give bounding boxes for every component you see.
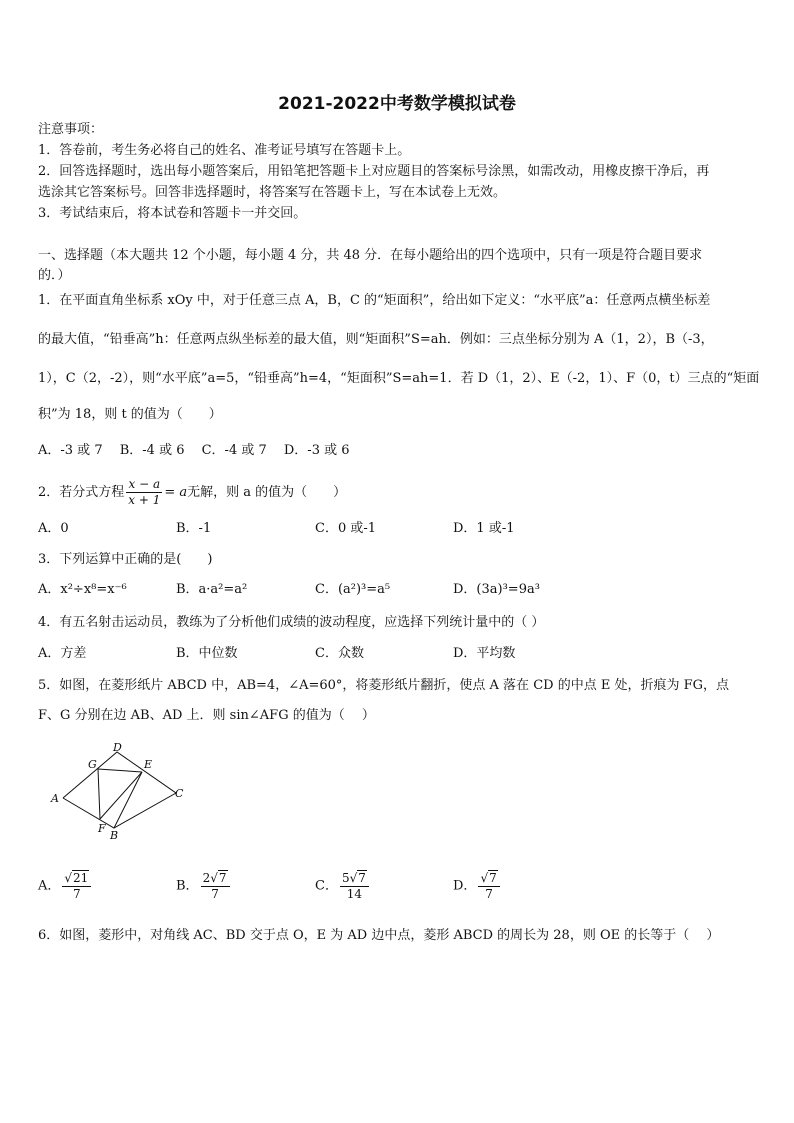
q2-eq: = a [164,485,188,500]
option-label: D． [453,878,477,894]
page-title: 2021-2022中考数学模拟试卷 [278,94,516,114]
q5-line: F、G 分别在边 AB、AD 上．则 sin∠AFG 的值为（ ） [38,708,375,723]
notes-heading: 注意事项： [38,122,104,137]
coefficient: 2 [202,871,211,885]
fold-line-fg [98,769,100,819]
label-d: D [113,741,122,754]
q1-line: 积”为 18，则 t 的值为（ ） [38,407,222,422]
q2-prefix: 2．若分式方程 [38,485,125,500]
q5-option-a: A． $\frac{√21}{7}$ [38,870,93,902]
label-b: B [110,829,119,842]
q2-option: D．1 或-1 [453,521,515,536]
q1-line: 的最大值，“铅垂高”h：任意两点纵坐标差的最大值，则“矩面积”S=ah．例如：三点坐标分别为 A（1，2），B（-3， [38,332,714,347]
label-g: G [88,758,97,771]
q1-line: 1．在平面直角坐标系 xOy 中，对于任意三点 A，B，C 的“矩面积”，给出如下定义：“水平底”a：任意两点横坐标差 [38,293,711,308]
label-f: F [98,822,106,835]
label-c: C [175,787,184,800]
q3-stem: 3．下列运算中正确的是( ) [38,552,213,567]
radicand: 21 [73,871,89,885]
option-label: B． [176,878,199,894]
segment-fe [100,772,142,819]
denominator: 7 [211,887,219,901]
q3-option: D．(3a)³=9a³ [453,582,540,597]
denominator: 7 [485,887,493,901]
radicand: 7 [489,871,497,885]
note-item: 选涂其它答案标号。回答非选择题时，将答案写在答题卡上，写在本试卷上无效。 [38,185,507,200]
q4-option: B．中位数 [176,646,238,661]
label-a: A [51,792,59,805]
section-heading-cont: 的．） [38,268,71,283]
option-label: C． [315,878,338,894]
rhombus-figure [48,740,198,845]
radicand: 7 [358,871,366,885]
denominator: 14 [346,887,363,901]
q4-option: C．众数 [315,646,364,661]
option-label: A． [38,878,61,894]
q2-option: B．-1 [176,521,212,536]
q4-stem: 4．有五名射击运动员，教练为了分析他们成绩的波动程度，应选择下列统计量中的（ ） [38,615,545,630]
q1-line: 1），C（2，-2），则“水平底”a=5，“铅垂高”h=4，“矩面积”S=ah=1．若 D（1，2）、E（-2，1）、F（0，t）三点的“矩面 [38,371,760,386]
q2-suffix: 无解，则 a 的值为（ ） [187,485,347,500]
radicand: 7 [218,871,227,885]
section-heading: 一、选择题（本大题共 12 个小题，每小题 4 分，共 48 分．在每小题给出的四个选项中，只有一项是符合题目要求 [38,248,703,263]
q6-stem: 6．如图，菱形中，对角线 AC、BD 交于点 O，E 为 AD 边中点，菱形 ABCD 的周长为 28，则 OE 的长等于（ ） [38,928,720,943]
q3-option: A．x²÷x⁸=x⁻⁶ [38,582,127,597]
q5-option-b: B． $\frac{2√7}{7}$ [176,870,232,902]
q2-fraction [126,477,162,508]
label-e: E [144,758,153,771]
q2-stem [38,476,346,510]
segment-ge [98,769,142,772]
coefficient: 5 [341,871,350,885]
q2-frac-den: x + 1 [128,493,161,507]
q4-option: D．平均数 [453,646,516,661]
q4-option: A．方差 [38,646,87,661]
q5-option-d: D． $\frac{√7}{7}$ [453,870,502,902]
q5-line: 5．如图，在菱形纸片 ABCD 中，AB=4，∠A=60°，将菱形纸片翻折，使点 A 落在 CD 的中点 E 处，折痕为 FG，点 [38,678,729,693]
note-item: 3．考试结束后，将本试卷和答题卡一并交回。 [38,206,307,221]
q2-option: A．0 [38,521,69,536]
q1-options: A．-3 或 7 B．-4 或 6 C．-4 或 7 D．-3 或 6 [38,443,350,458]
q5-option-c: C． $\frac{5√7}{14}$ [315,870,371,902]
q2-frac-num: x − a [126,477,162,493]
q3-option: C．(a²)³=a⁵ [315,582,391,597]
denominator: 7 [73,887,81,901]
q3-option: B．a·a²=a² [176,582,248,597]
q2-option: C．0 或-1 [315,521,377,536]
note-item: 1．答卷前，考生务必将自己的姓名、准考证号填写在答题卡上。 [38,143,411,158]
note-item: 2．回答选择题时，选出每小题答案后，用铅笔把答题卡上对应题目的答案标号涂黑，如需改动，用橡皮擦干净后，再 [38,164,710,179]
